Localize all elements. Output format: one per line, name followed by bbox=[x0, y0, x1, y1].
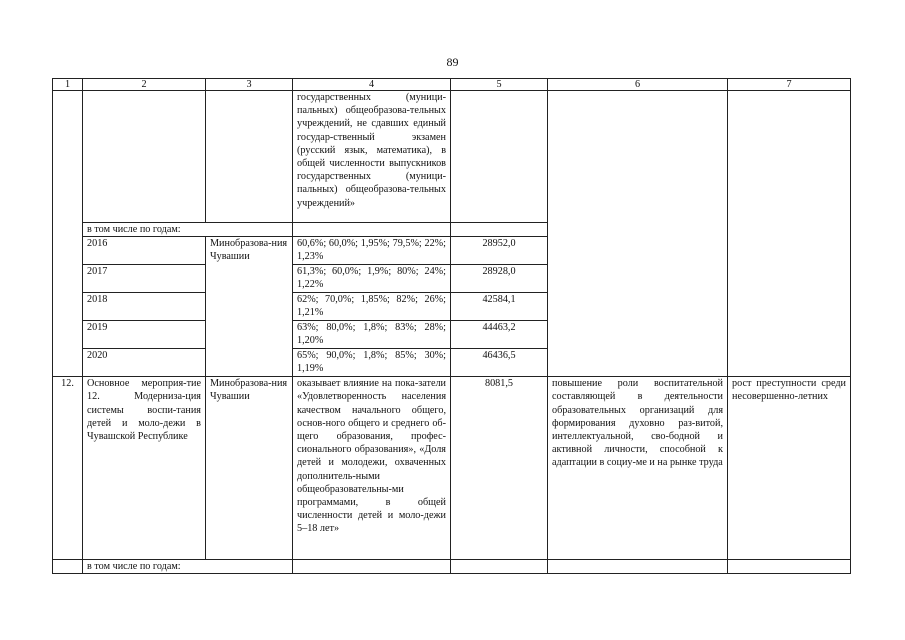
cell-by-years-label: в том числе по годам: bbox=[83, 560, 206, 574]
cell-empty bbox=[548, 560, 728, 574]
cell-indicator: 62%; 70,0%; 1,85%; 82%; 26%; 1,21% bbox=[293, 293, 451, 321]
column-number: 2 bbox=[83, 79, 206, 91]
cell-empty bbox=[293, 560, 451, 574]
cell-indicator: оказывает влияние на пока-затели «Удовлетворенность населения качеством начального общего, основ-ного общего и среднего об-щего образования, профес-сионального образования», «Доля детей и молодежи, охваченных дополнитель-ными общеобразовательны-ми программами, в общей численности детей и моло-дежи 5–18 лет» bbox=[293, 377, 451, 560]
cell-year: 2020 bbox=[83, 349, 206, 377]
column-number: 4 bbox=[293, 79, 451, 91]
cell-responsible bbox=[206, 91, 293, 223]
cell-num: 12. bbox=[53, 377, 83, 560]
cell-indicator: 60,6%; 60,0%; 1,95%; 79,5%; 22%; 1,23% bbox=[293, 237, 451, 265]
cell-empty bbox=[53, 560, 83, 574]
table-row-continuation bbox=[53, 91, 851, 223]
cell-amount: 28928,0 bbox=[451, 265, 548, 293]
program-table bbox=[52, 78, 851, 574]
cell-empty bbox=[206, 223, 293, 237]
cell-num bbox=[53, 91, 83, 377]
cell-year: 2016 bbox=[83, 237, 206, 265]
cell-empty bbox=[451, 560, 548, 574]
cell-responsible: Минобразова-ния Чувашии bbox=[206, 237, 293, 377]
cell-indicator: 63%; 80,0%; 1,8%; 83%; 28%; 1,20% bbox=[293, 321, 451, 349]
cell-responsible: Минобразова-ния Чувашии bbox=[206, 377, 293, 560]
cell-amount: 28952,0 bbox=[451, 237, 548, 265]
cell-empty bbox=[728, 560, 851, 574]
cell-year: 2017 bbox=[83, 265, 206, 293]
column-number: 6 bbox=[548, 79, 728, 91]
column-number: 1 bbox=[53, 79, 83, 91]
cell-indicator: 61,3%; 60,0%; 1,9%; 80%; 24%; 1,22% bbox=[293, 265, 451, 293]
cell-result: повышение роли воспитательной составляющей в деятельности образовательных организаций для формирования духовно раз-витой, интеллектуальной, сво-бодной и активной личности, способной к адаптации в социу-ме и на рынке труда bbox=[548, 377, 728, 560]
column-number: 5 bbox=[451, 79, 548, 91]
cell-empty bbox=[293, 223, 451, 237]
cell-empty bbox=[206, 560, 293, 574]
cell-indicator: 65%; 90,0%; 1,8%; 85%; 30%; 1,19% bbox=[293, 349, 451, 377]
cell-activity-name: Основное мероприя-тие 12. Модерниза-ция системы воспи-тания детей и моло-дежи в Чувашской Республике bbox=[83, 377, 206, 560]
cell-empty bbox=[451, 223, 548, 237]
column-number: 7 bbox=[728, 79, 851, 91]
cell-activity-name bbox=[83, 91, 206, 223]
cell-risk bbox=[728, 91, 851, 377]
cell-by-years-label: в том числе по годам: bbox=[83, 223, 206, 237]
table-row-by-years bbox=[53, 560, 851, 574]
cell-year: 2019 bbox=[83, 321, 206, 349]
table-row-activity-12 bbox=[53, 377, 851, 560]
column-number: 3 bbox=[206, 79, 293, 91]
cell-amount: 46436,5 bbox=[451, 349, 548, 377]
cell-amount bbox=[451, 91, 548, 223]
cell-amount: 8081,5 bbox=[451, 377, 548, 560]
cell-result bbox=[548, 91, 728, 377]
page-number: 89 bbox=[446, 55, 459, 69]
cell-amount: 42584,1 bbox=[451, 293, 548, 321]
column-numbers-row bbox=[53, 79, 851, 91]
cell-risk: рост преступности среди несовершенно-летних bbox=[728, 377, 851, 560]
cell-indicator: государственных (муници-пальных) общеобразова-тельных учреждений, не сдавших единый государ-ственный экзамен (русский язык, математика), в общей численности выпускников государственных (муници-пальных) общеобразова-тельных учреждений» bbox=[293, 91, 451, 223]
cell-amount: 44463,2 bbox=[451, 321, 548, 349]
cell-year: 2018 bbox=[83, 293, 206, 321]
